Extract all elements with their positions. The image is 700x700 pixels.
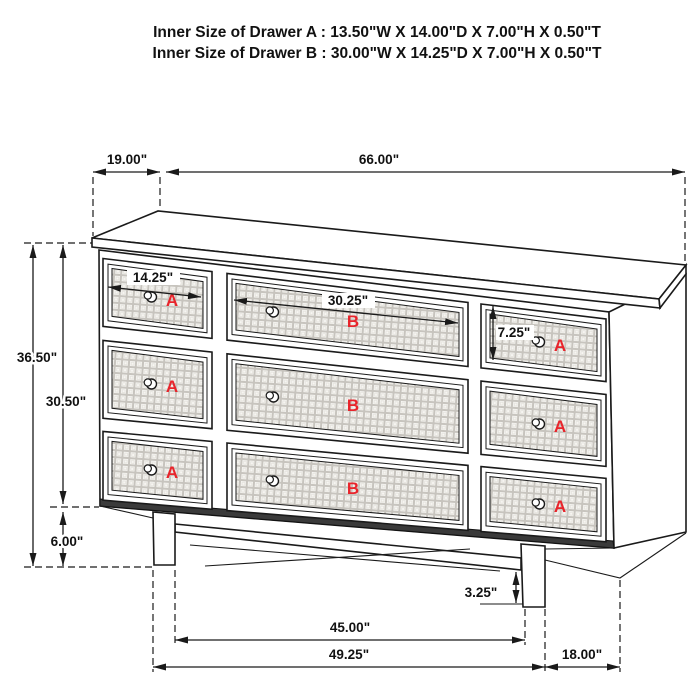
drawer-label: B <box>346 479 360 498</box>
left-leg <box>153 512 175 565</box>
drawer-label: A <box>553 497 567 516</box>
dim-body-height: 30.50" <box>45 394 87 409</box>
dim-base-depth: 18.00" <box>561 647 603 662</box>
base-right-edge <box>545 548 614 549</box>
drawer-front-a2 <box>103 340 212 428</box>
dresser-drawing <box>92 211 686 607</box>
dim-foot-height: 3.25" <box>464 585 498 600</box>
drawer-front-a2-right <box>481 381 606 466</box>
drawer-label: A <box>553 417 567 436</box>
drawer-label: B <box>346 312 360 331</box>
dim-drawer-a-width: 14.25" <box>132 270 174 285</box>
dim-legs-inner-span: 45.00" <box>329 620 371 635</box>
dim-drawer-a-height: 7.25" <box>497 325 531 340</box>
inner-size-drawer-a: Inner Size of Drawer A : 13.50"W X 14.00"D X 7.00"H X 0.50"T <box>153 24 601 41</box>
inner-size-drawer-b: Inner Size of Drawer B : 30.00"W X 14.25"D X 7.00"H X 0.50"T <box>152 45 602 62</box>
drawer-label: A <box>165 291 179 310</box>
dim-drawer-b-width: 30.25" <box>327 293 369 308</box>
right-leg <box>521 544 545 607</box>
drawer-front-a3-right <box>481 467 606 542</box>
dim-overall-height: 36.50" <box>16 350 58 365</box>
drawer-front-a3 <box>103 431 212 509</box>
dim-top-depth: 19.00" <box>106 152 148 167</box>
dim-legs-outer-span: 49.25" <box>328 647 370 662</box>
dim-leg-height: 6.00" <box>50 534 84 549</box>
drawer-label: A <box>165 463 179 482</box>
dim-top-width: 66.00" <box>358 152 400 167</box>
cabinet-right-side <box>609 274 686 548</box>
drawer-label: A <box>553 336 567 355</box>
drawer-label: B <box>346 396 360 415</box>
drawer-label: A <box>165 377 179 396</box>
